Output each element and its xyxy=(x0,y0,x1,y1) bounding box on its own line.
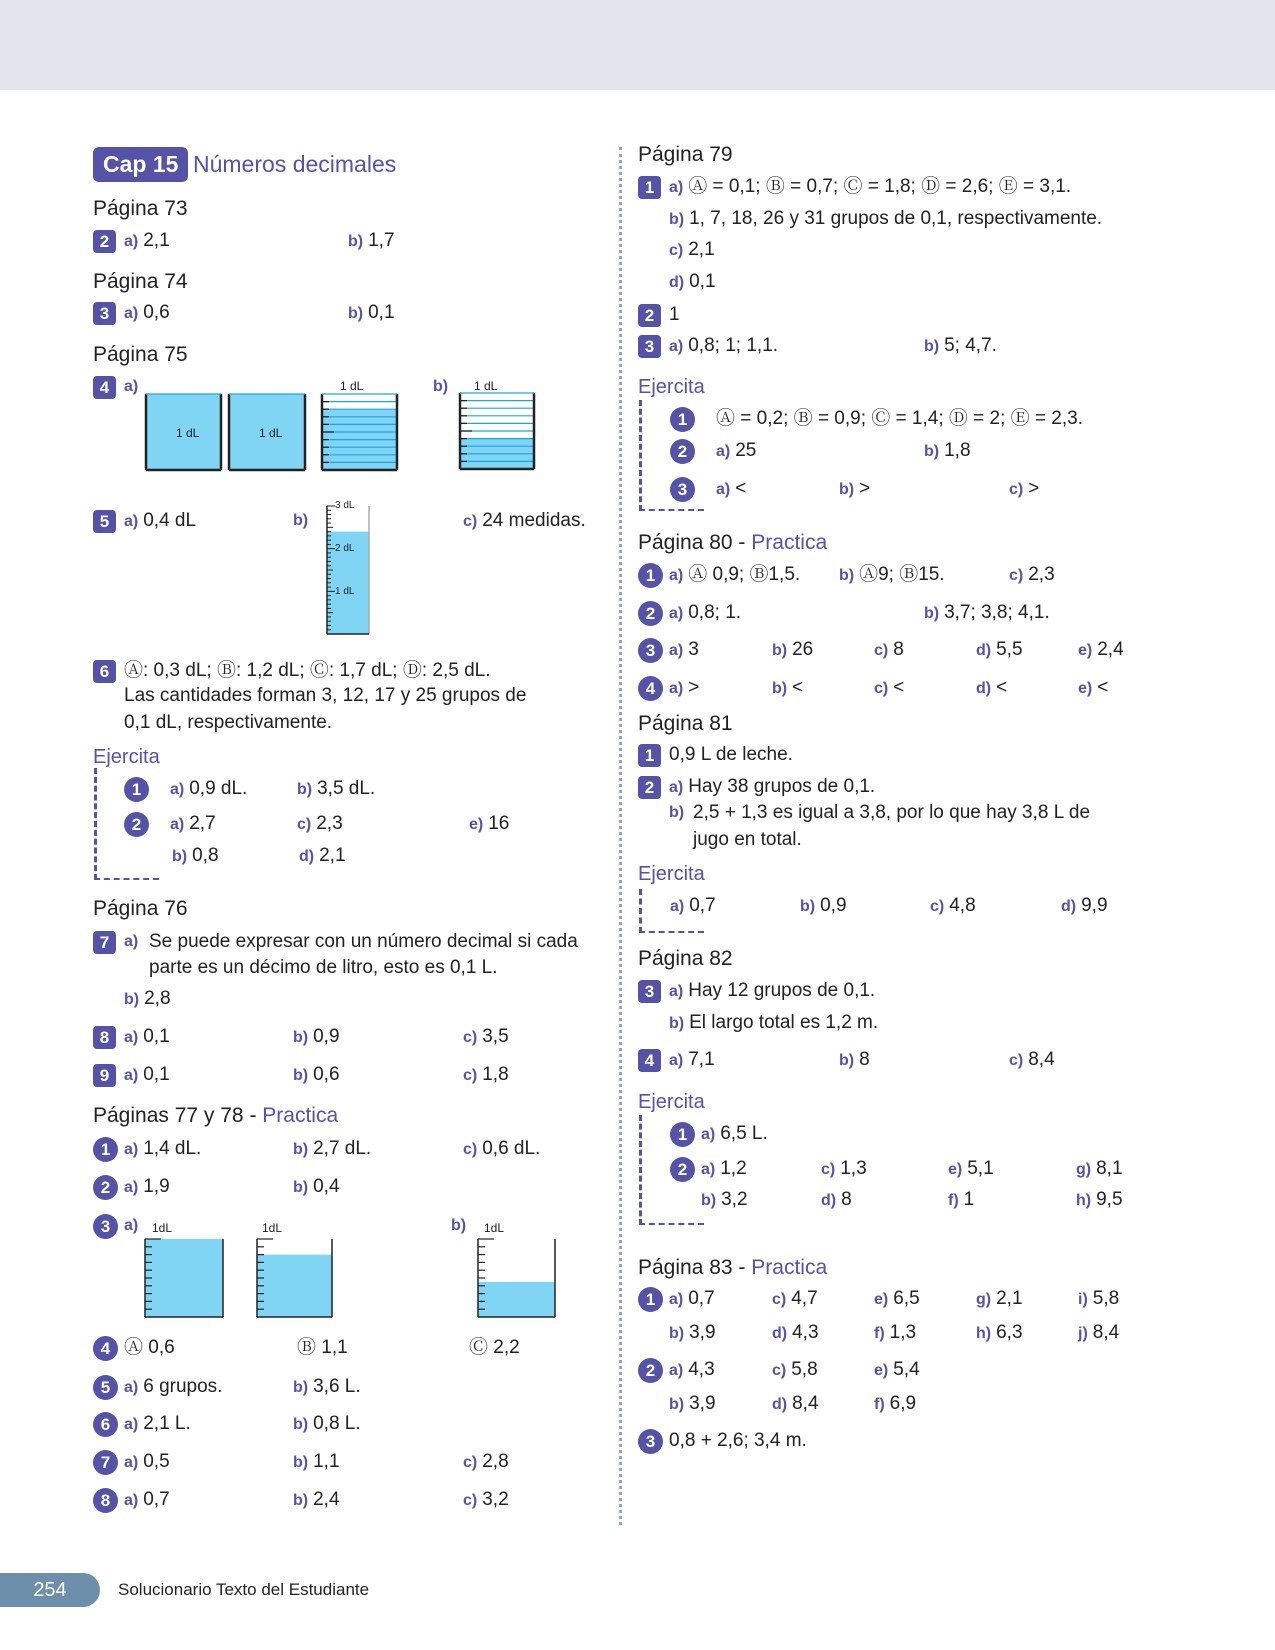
item-label: a) xyxy=(669,680,684,697)
answer-value: > xyxy=(1028,478,1040,499)
answer-value: 5,5 xyxy=(996,639,1023,660)
answer-value: Ⓑ 1,1 xyxy=(297,1337,348,1358)
answer-value: 5; 4,7. xyxy=(944,335,997,356)
measuring-cup xyxy=(145,1239,223,1317)
section-heading: Página 75 xyxy=(93,343,188,366)
item-label: g) xyxy=(976,1291,992,1308)
answer-value: 0,1 xyxy=(368,302,395,323)
answer-value: 1,8 xyxy=(944,440,971,461)
answer-value: 25 xyxy=(735,440,757,461)
exercise-number-badge: 4 xyxy=(638,676,663,701)
answer-value: 3 xyxy=(688,639,699,660)
answer-value: 6,3 xyxy=(996,1322,1023,1343)
section-heading: Página 82 xyxy=(638,947,733,970)
heading-page: Página 83 xyxy=(638,1256,733,1279)
scale-label: 2 dL xyxy=(335,543,355,554)
item-label: a) xyxy=(701,1161,716,1178)
exercise-number-badge: 2 xyxy=(93,1175,118,1200)
item-label: b) xyxy=(669,1396,685,1413)
exercise-number-badge: 3 xyxy=(638,638,663,663)
answer-text: Las cantidades forman 3, 12, 17 y 25 grupos de xyxy=(124,685,527,706)
answer-value: Ⓐ9; Ⓑ15. xyxy=(859,564,945,585)
graduated-deciliter-box xyxy=(460,393,534,469)
exercise-number-badge: 3 xyxy=(638,1429,663,1454)
item-label: h) xyxy=(976,1325,992,1342)
item-label: a) xyxy=(124,378,139,395)
answer-value: 0,7 xyxy=(688,1288,715,1309)
item-label: d) xyxy=(669,274,685,291)
answer-value: 26 xyxy=(792,639,814,660)
item-label: a) xyxy=(124,1029,139,1046)
item-label: b) xyxy=(451,1217,467,1234)
answer-value: 0,8; 1; 1,1. xyxy=(688,335,779,356)
answer-value: < xyxy=(792,677,804,698)
exercise-number-badge: 1 xyxy=(638,1287,663,1312)
measuring-cup xyxy=(478,1239,555,1317)
liquid-fill xyxy=(478,1282,555,1317)
footer-text: Solucionario Texto del Estudiante xyxy=(118,1580,370,1599)
exercise-number-badge: 7 xyxy=(93,1450,118,1475)
answer-value: 2,1 xyxy=(319,845,346,866)
question-number-badge: 9 xyxy=(93,1064,116,1087)
item-label: a) xyxy=(669,1291,684,1308)
question-number-badge: 4 xyxy=(93,376,116,399)
answer-value: 3,9 xyxy=(689,1322,716,1343)
item-label: e) xyxy=(469,816,484,833)
item-label: a) xyxy=(124,933,139,950)
answer-value: 1,9 xyxy=(143,1176,170,1197)
answer-value: 2,3 xyxy=(1028,564,1055,585)
answer-value: 2,7 xyxy=(189,813,216,834)
answer-value: 7,1 xyxy=(688,1049,715,1070)
answer-value: 4,3 xyxy=(792,1322,819,1343)
section-heading: Página 74 xyxy=(93,270,188,293)
question-number-badge: 3 xyxy=(638,980,661,1003)
ejercita-heading: Ejercita xyxy=(638,376,705,398)
item-label: b) xyxy=(800,898,816,915)
answer-value: 0,1 xyxy=(143,1026,170,1047)
exercise-number-badge: 2 xyxy=(124,812,149,837)
item-label: a) xyxy=(170,781,185,798)
item-label: c) xyxy=(463,513,478,530)
answer-value: Ⓐ 0,9; Ⓑ1,5. xyxy=(688,564,801,585)
exercise-number-badge: 2 xyxy=(670,1157,695,1182)
question-number-badge: 1 xyxy=(638,176,661,199)
answer-value: 3,2 xyxy=(721,1189,748,1210)
answer-value: < xyxy=(893,677,905,698)
item-label: a) xyxy=(124,1416,139,1433)
exercise-number-badge: 3 xyxy=(670,477,695,502)
item-label: a) xyxy=(716,443,731,460)
item-label: c) xyxy=(463,1029,478,1046)
answer-value: 0,7 xyxy=(143,1489,170,1510)
answer-value: 0,4 xyxy=(313,1176,340,1197)
item-label: a) xyxy=(669,605,684,622)
item-label: a) xyxy=(124,1454,139,1471)
cup-unit-label: 1dL xyxy=(484,1221,505,1235)
question-number-badge: 1 xyxy=(638,744,661,767)
answer-value: 0,5 xyxy=(143,1451,170,1472)
item-label: a) xyxy=(669,642,684,659)
question-number-badge: 6 xyxy=(93,660,116,683)
item-label: a) xyxy=(124,1067,139,1084)
answer-value: Hay 38 grupos de 0,1. xyxy=(688,776,876,797)
answer-text: parte es un décimo de litro, esto es 0,1 L. xyxy=(149,957,498,978)
section-heading: Página 76 xyxy=(93,897,188,920)
question-number-badge: 4 xyxy=(638,1049,661,1072)
answer-value: 6,5 xyxy=(893,1288,920,1309)
item-label: e) xyxy=(874,1362,889,1379)
liquid-fill xyxy=(257,1255,332,1317)
item-label: b) xyxy=(293,1454,309,1471)
item-label: b) xyxy=(772,680,788,697)
item-label: a) xyxy=(124,233,139,250)
answer-value: 2,7 dL. xyxy=(313,1138,372,1159)
cup-unit-label: 1dL xyxy=(152,1221,173,1235)
item-label: b) xyxy=(348,233,364,250)
exercise-number-badge: 6 xyxy=(93,1412,118,1437)
answer-value: Hay 12 grupos de 0,1. xyxy=(688,980,876,1001)
item-label: c) xyxy=(874,642,889,659)
exercise-number-badge: 1 xyxy=(670,407,695,432)
item-label: b) xyxy=(293,1029,309,1046)
item-label: a) xyxy=(716,481,731,498)
answer-text: Ⓐ: 0,3 dL; Ⓑ: 1,2 dL; Ⓒ: 1,7 dL; Ⓓ: 2,5 dL. xyxy=(124,660,491,681)
practica-tag: Practica xyxy=(751,531,828,554)
item-label: d) xyxy=(976,642,992,659)
answer-value: 2,3 xyxy=(316,813,343,834)
item-label: b) xyxy=(669,1015,685,1032)
answer-value: 2,4 xyxy=(1097,639,1124,660)
answer-value: 5,1 xyxy=(967,1158,994,1179)
exercise-number-badge: 1 xyxy=(638,563,663,588)
graduated-cylinder xyxy=(327,506,369,634)
box-unit-label: 1 dL xyxy=(259,426,283,440)
box-unit-label: 1 dL xyxy=(474,379,498,393)
answer-value: 5,8 xyxy=(791,1359,818,1380)
measuring-cup xyxy=(257,1239,332,1317)
answer-value: 9,5 xyxy=(1096,1189,1123,1210)
item-label: b) xyxy=(293,1492,309,1509)
item-label: c) xyxy=(463,1454,478,1471)
answer-value: 2,8 xyxy=(144,988,171,1009)
item-label: a) xyxy=(124,1492,139,1509)
item-label: b) xyxy=(293,1141,309,1158)
answer-value: 1,7 xyxy=(368,230,395,251)
heading-separator: - xyxy=(732,1256,752,1279)
chapter-badge: Cap 15 xyxy=(93,147,188,182)
item-label: b) xyxy=(772,642,788,659)
item-label: b) xyxy=(348,305,364,322)
answer-value: 1, 7, 18, 26 y 31 grupos de 0,1, respectivamente. xyxy=(689,208,1103,229)
item-label: b) xyxy=(701,1192,717,1209)
item-label: b) xyxy=(293,1379,309,1396)
exercise-number-badge: 4 xyxy=(93,1336,118,1361)
heading-separator: - xyxy=(732,531,752,554)
item-label: c) xyxy=(669,242,684,259)
item-label: c) xyxy=(1009,1052,1024,1069)
answer-value: 2,4 xyxy=(313,1489,340,1510)
answer-value: 1,3 xyxy=(889,1322,917,1343)
item-label: b) xyxy=(669,211,685,228)
item-label: c) xyxy=(463,1141,478,1158)
item-label: c) xyxy=(297,816,312,833)
answer-value: 1 xyxy=(669,304,680,325)
exercise-number-badge: 3 xyxy=(93,1214,118,1239)
answer-value: 1,4 dL. xyxy=(143,1138,202,1159)
item-label: f) xyxy=(874,1325,885,1342)
item-label: f) xyxy=(874,1396,885,1413)
answer-text: 0,1 dL, respectivamente. xyxy=(124,712,333,733)
answer-value: < xyxy=(735,478,747,499)
item-label: a) xyxy=(669,179,684,196)
page-number: 254 xyxy=(0,1573,100,1607)
answer-value: 0,6 xyxy=(313,1064,340,1085)
item-label: e) xyxy=(1078,642,1093,659)
answer-value: 3,9 xyxy=(689,1393,716,1414)
item-label: c) xyxy=(772,1362,787,1379)
item-label: c) xyxy=(463,1067,478,1084)
answer-value: 16 xyxy=(488,813,510,834)
answer-value: Ⓐ = 0,1; Ⓑ = 0,7; Ⓒ = 1,8; Ⓓ = 2,6; Ⓔ = 3,1. xyxy=(688,176,1072,197)
item-label: f) xyxy=(948,1192,959,1209)
answer-value: 0,8 + 2,6; 3,4 m. xyxy=(669,1430,807,1451)
scale-label: 3 dL xyxy=(335,500,355,511)
exercise-number-badge: 5 xyxy=(93,1375,118,1400)
item-label: b) xyxy=(669,1325,685,1342)
item-label: a) xyxy=(124,305,139,322)
graduated-deciliter-box xyxy=(322,394,397,470)
item-label: b) xyxy=(124,991,140,1008)
answer-value: 1,3 xyxy=(840,1158,867,1179)
item-label: a) xyxy=(124,1217,139,1234)
ejercita-heading: Ejercita xyxy=(638,1091,705,1113)
item-label: b) xyxy=(924,443,940,460)
answer-value: 2,1 L. xyxy=(143,1413,191,1434)
item-label: j) xyxy=(1078,1325,1088,1342)
item-label: a) xyxy=(669,1362,684,1379)
answer-value: 24 medidas. xyxy=(482,510,586,531)
answer-value: 8,4 xyxy=(792,1393,819,1414)
item-label: c) xyxy=(463,1492,478,1509)
answer-value: > xyxy=(688,677,700,698)
question-number-badge: 2 xyxy=(638,304,661,327)
item-label: d) xyxy=(299,848,315,865)
answer-value: 0,9 L de leche. xyxy=(669,744,793,765)
item-label: c) xyxy=(1009,567,1024,584)
item-label: a) xyxy=(669,983,684,1000)
answer-value: 0,1 xyxy=(689,271,716,292)
exercise-number-badge: 2 xyxy=(638,601,663,626)
answer-value: 3,5 xyxy=(482,1026,509,1047)
question-number-badge: 2 xyxy=(93,230,116,253)
answer-value: 3,6 L. xyxy=(313,1376,361,1397)
answer-value: 8 xyxy=(859,1049,870,1070)
answer-value: 8,1 xyxy=(1096,1158,1123,1179)
item-label: d) xyxy=(821,1192,837,1209)
chapter-title: Números decimales xyxy=(193,151,397,177)
answer-value: 8,4 xyxy=(1028,1049,1055,1070)
answer-value: 2,1 xyxy=(996,1288,1023,1309)
item-label: a) xyxy=(669,338,684,355)
item-label: d) xyxy=(772,1396,788,1413)
scale-label: 1 dL xyxy=(335,586,355,597)
answer-value: > xyxy=(859,478,871,499)
answer-value: 0,4 dL xyxy=(143,510,197,531)
box-unit-label: 1 dL xyxy=(340,379,364,393)
item-label: c) xyxy=(1009,481,1024,498)
heading-separator: - xyxy=(243,1104,263,1127)
answer-value: 6,5 L. xyxy=(720,1123,768,1144)
answer-value: 0,9 dL. xyxy=(189,778,248,799)
item-label: b) xyxy=(293,1067,309,1084)
practica-tag: Practica xyxy=(751,1256,828,1279)
answer-value: 0,9 xyxy=(313,1026,340,1047)
answer-value: 0,8; 1. xyxy=(688,602,742,623)
exercise-number-badge: 2 xyxy=(670,439,695,464)
item-label: a) xyxy=(670,898,685,915)
practica-tag: Practica xyxy=(262,1104,339,1127)
item-label: b) xyxy=(433,378,449,395)
answer-value: 1,8 xyxy=(482,1064,509,1085)
item-label: b) xyxy=(839,481,855,498)
answer-value: 4,8 xyxy=(949,895,976,916)
item-label: b) xyxy=(669,804,685,821)
answer-text: Se puede expresar con un número decimal si cada xyxy=(149,931,578,952)
answer-value: 0,8 L. xyxy=(313,1413,361,1434)
answer-value: 4,3 xyxy=(688,1359,715,1380)
cup-unit-label: 1dL xyxy=(262,1221,283,1235)
item-label: e) xyxy=(948,1161,963,1178)
answer-value: 0,7 xyxy=(689,895,716,916)
item-label: c) xyxy=(772,1291,787,1308)
item-label: e) xyxy=(874,1291,889,1308)
answer-value: 5,4 xyxy=(893,1359,920,1380)
question-number-badge: 3 xyxy=(638,335,661,358)
question-number-badge: 5 xyxy=(93,510,116,533)
question-number-badge: 7 xyxy=(93,931,116,954)
answer-value: 1,2 xyxy=(720,1158,747,1179)
answer-value: 0,6 xyxy=(143,302,170,323)
answer-text: 2,5 + 1,3 es igual a 3,8, por lo que hay 3,8 L de xyxy=(693,802,1091,823)
item-label: a) xyxy=(669,1052,684,1069)
item-label: g) xyxy=(1076,1161,1092,1178)
exercise-number-badge: 1 xyxy=(124,777,149,802)
answer-value: 1 xyxy=(963,1189,975,1210)
answer-value: 0,8 xyxy=(192,845,219,866)
item-label: a) xyxy=(124,513,139,530)
answer-value: < xyxy=(1097,677,1109,698)
item-label: a) xyxy=(124,1179,139,1196)
section-heading: Página 81 xyxy=(638,712,733,735)
answer-value: < xyxy=(996,677,1008,698)
answer-value: 3,5 dL. xyxy=(317,778,376,799)
item-label: a) xyxy=(669,567,684,584)
item-label: b) xyxy=(839,1052,855,1069)
answer-value: 8 xyxy=(893,639,904,660)
section-heading: Página 79 xyxy=(638,143,733,166)
item-label: a) xyxy=(669,779,684,796)
question-number-badge: 8 xyxy=(93,1026,116,1049)
exercise-number-badge: 1 xyxy=(670,1122,695,1147)
answer-value: 0,6 dL. xyxy=(482,1138,541,1159)
exercise-number-badge: 2 xyxy=(638,1358,663,1383)
item-label: a) xyxy=(701,1126,716,1143)
answer-value: 0,1 xyxy=(143,1064,170,1085)
item-label: b) xyxy=(172,848,188,865)
liquid-fill xyxy=(145,1239,223,1317)
answer-value: 3,7; 3,8; 4,1. xyxy=(944,602,1050,623)
item-label: b) xyxy=(839,567,855,584)
item-label: d) xyxy=(976,680,992,697)
box-unit-label: 1 dL xyxy=(176,426,200,440)
answer-value: 4,7 xyxy=(791,1288,818,1309)
item-label: e) xyxy=(1078,680,1093,697)
question-number-badge: 2 xyxy=(638,776,661,799)
ejercita-heading: Ejercita xyxy=(93,746,160,768)
answer-value: 2,1 xyxy=(143,230,170,251)
answer-value: 9,9 xyxy=(1081,895,1108,916)
item-label: b) xyxy=(293,1416,309,1433)
answer-value: 8,4 xyxy=(1092,1322,1120,1343)
answer-value: Ⓐ = 0,2; Ⓑ = 0,9; Ⓒ = 1,4; Ⓓ = 2; Ⓔ = 2,3. xyxy=(716,408,1083,429)
answer-value: 6 grupos. xyxy=(143,1376,223,1397)
section-heading: Página 73 xyxy=(93,197,188,220)
answer-text: jugo en total. xyxy=(693,829,802,850)
heading-page: Página 80 xyxy=(638,531,733,554)
answer-value: Ⓒ 2,2 xyxy=(469,1337,520,1358)
answer-value: 1,1 xyxy=(313,1451,340,1472)
answer-value: 3,2 xyxy=(482,1489,509,1510)
answer-value: 2,8 xyxy=(482,1451,509,1472)
ejercita-heading: Ejercita xyxy=(638,863,705,885)
item-label: i) xyxy=(1078,1291,1088,1308)
question-number-badge: 3 xyxy=(93,302,116,325)
item-label: h) xyxy=(1076,1192,1092,1209)
item-label: c) xyxy=(821,1161,836,1178)
answer-value: 5,8 xyxy=(1092,1288,1120,1309)
item-label: a) xyxy=(170,816,185,833)
item-label: a) xyxy=(124,1141,139,1158)
answer-value: 6,9 xyxy=(889,1393,917,1414)
item-label: b) xyxy=(297,781,313,798)
item-label: b) xyxy=(924,338,940,355)
answer-value: 0,9 xyxy=(820,895,847,916)
answer-value: 2,1 xyxy=(688,239,715,260)
item-label: d) xyxy=(772,1325,788,1342)
item-label: a) xyxy=(124,1379,139,1396)
answer-value: El largo total es 1,2 m. xyxy=(689,1012,879,1033)
exercise-number-badge: 8 xyxy=(93,1488,118,1513)
heading-page: Páginas 77 y 78 xyxy=(93,1104,244,1127)
item-label: b) xyxy=(293,1179,309,1196)
exercise-number-badge: 1 xyxy=(93,1137,118,1162)
item-label: c) xyxy=(874,680,889,697)
answer-value: 8 xyxy=(841,1189,852,1210)
item-label: b) xyxy=(924,605,940,622)
item-label: b) xyxy=(293,512,309,529)
item-label: d) xyxy=(1061,898,1077,915)
item-label: c) xyxy=(930,898,945,915)
answer-value: Ⓐ 0,6 xyxy=(124,1337,175,1358)
